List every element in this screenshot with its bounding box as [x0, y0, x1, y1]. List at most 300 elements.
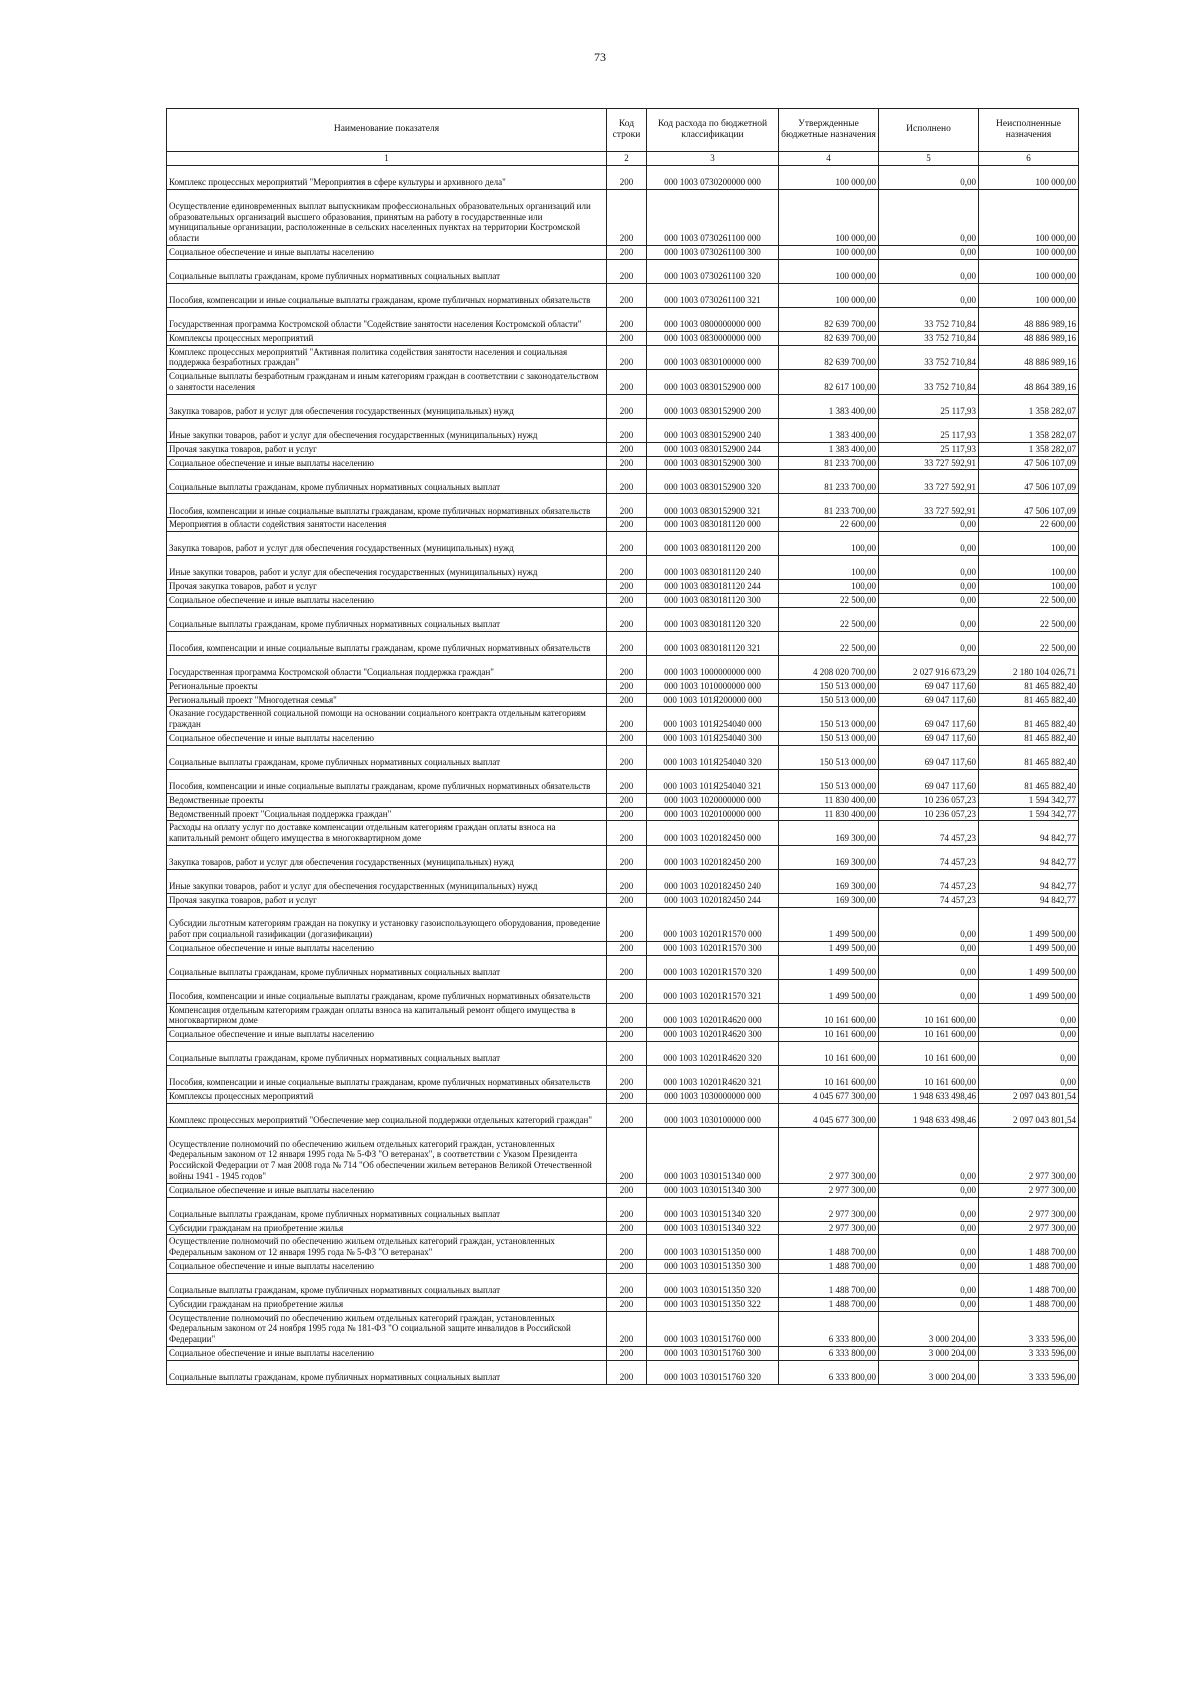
- unexecuted-amount-cell: 1 358 282,07: [979, 394, 1079, 418]
- unexecuted-amount-cell: 2 977 300,00: [979, 1127, 1079, 1183]
- table-row: [167, 631, 1079, 655]
- line-code-cell: 200: [607, 1221, 647, 1235]
- indicator-name-cell: Закупка товаров, работ и услуг для обеспечения государственных (муниципальных) нужд: [167, 845, 607, 869]
- unexecuted-amount-cell: 22 500,00: [979, 593, 1079, 607]
- table-row: [167, 1221, 1079, 1235]
- unexecuted-amount-cell: 1 499 500,00: [979, 955, 1079, 979]
- budget-code-cell: 000 1003 10201R4620 321: [647, 1065, 779, 1089]
- indicator-name-cell: Социальное обеспечение и иные выплаты населению: [167, 1346, 607, 1360]
- indicator-name-cell: Пособия, компенсации и иные социальные выплаты гражданам, кроме публичных нормативных обязательств: [167, 979, 607, 1003]
- column-header: Утвержденные бюджетные назначения: [779, 109, 879, 152]
- line-code-cell: 200: [607, 745, 647, 769]
- budget-code-cell: 000 1003 0830181120 240: [647, 556, 779, 580]
- budget-code-cell: 000 1003 1030151340 000: [647, 1127, 779, 1183]
- line-code-cell: 200: [607, 955, 647, 979]
- approved-amount-cell: 1 383 400,00: [779, 418, 879, 442]
- unexecuted-amount-cell: 48 864 389,16: [979, 370, 1079, 395]
- table-row: [167, 769, 1079, 793]
- approved-amount-cell: 81 233 700,00: [779, 494, 879, 518]
- approved-amount-cell: 100 000,00: [779, 259, 879, 283]
- executed-amount-cell: 3 000 204,00: [879, 1311, 979, 1346]
- approved-amount-cell: 4 208 020 700,00: [779, 655, 879, 679]
- budget-code-cell: 000 1003 10201R4620 300: [647, 1028, 779, 1042]
- executed-amount-cell: 0,00: [879, 580, 979, 594]
- budget-code-cell: 000 1003 1010000000 000: [647, 679, 779, 693]
- unexecuted-amount-cell: 47 506 107,09: [979, 470, 1079, 494]
- executed-amount-cell: 1 948 633 498,46: [879, 1103, 979, 1127]
- approved-amount-cell: 81 233 700,00: [779, 470, 879, 494]
- indicator-name-cell: Социальные выплаты гражданам, кроме публичных нормативных социальных выплат: [167, 470, 607, 494]
- table-row: [167, 190, 1079, 246]
- line-code-cell: 200: [607, 1259, 647, 1273]
- indicator-name-cell: Осуществление полномочий по обеспечению жильем отдельных категорий граждан, установленных Федеральным законом от 24 ноября 1995 года № 181-ФЗ "О социальной защите инвалидов в Российской Федерации": [167, 1311, 607, 1346]
- approved-amount-cell: 169 300,00: [779, 845, 879, 869]
- table-row: [167, 246, 1079, 260]
- line-code-cell: 200: [607, 793, 647, 807]
- table-row: [167, 845, 1079, 869]
- unexecuted-amount-cell: 81 465 882,40: [979, 731, 1079, 745]
- approved-amount-cell: 1 488 700,00: [779, 1259, 879, 1273]
- unexecuted-amount-cell: 2 977 300,00: [979, 1221, 1079, 1235]
- unexecuted-amount-cell: 81 465 882,40: [979, 745, 1079, 769]
- approved-amount-cell: 100,00: [779, 580, 879, 594]
- budget-code-cell: 000 1003 0830000000 000: [647, 331, 779, 345]
- indicator-name-cell: Мероприятия в области содействия занятости населения: [167, 518, 607, 532]
- unexecuted-amount-cell: 81 465 882,40: [979, 769, 1079, 793]
- unexecuted-amount-cell: 1 594 342,77: [979, 807, 1079, 821]
- unexecuted-amount-cell: 22 600,00: [979, 518, 1079, 532]
- indicator-name-cell: Прочая закупка товаров, работ и услуг: [167, 580, 607, 594]
- indicator-name-cell: Пособия, компенсации и иные социальные выплаты гражданам, кроме публичных нормативных обязательств: [167, 769, 607, 793]
- table-row: [167, 1346, 1079, 1360]
- indicator-name-cell: Субсидии льготным категориям граждан на покупку и установку газоиспользующего оборудования, проведение работ при социальной газификации (догазификации): [167, 907, 607, 941]
- unexecuted-amount-cell: 1 488 700,00: [979, 1235, 1079, 1260]
- table-row: [167, 394, 1079, 418]
- line-code-cell: 200: [607, 1041, 647, 1065]
- executed-amount-cell: 0,00: [879, 518, 979, 532]
- line-code-cell: 200: [607, 494, 647, 518]
- column-header: Исполнено: [879, 109, 979, 152]
- approved-amount-cell: 1 488 700,00: [779, 1235, 879, 1260]
- table-row: [167, 655, 1079, 679]
- table-row: [167, 1003, 1079, 1028]
- budget-code-cell: 000 1003 0830152900 200: [647, 394, 779, 418]
- line-code-cell: 200: [607, 394, 647, 418]
- unexecuted-amount-cell: 100,00: [979, 556, 1079, 580]
- indicator-name-cell: Комплексы процессных мероприятий: [167, 331, 607, 345]
- approved-amount-cell: 169 300,00: [779, 893, 879, 907]
- indicator-name-cell: Пособия, компенсации и иные социальные выплаты гражданам, кроме публичных нормативных обязательств: [167, 283, 607, 307]
- unexecuted-amount-cell: 47 506 107,09: [979, 456, 1079, 470]
- page-number: 73: [594, 50, 606, 64]
- unexecuted-amount-cell: 100,00: [979, 532, 1079, 556]
- budget-code-cell: 000 1003 0830152900 300: [647, 456, 779, 470]
- budget-code-cell: 000 1003 0830100000 000: [647, 345, 779, 370]
- budget-code-cell: 000 1003 1020182450 240: [647, 869, 779, 893]
- indicator-name-cell: Иные закупки товаров, работ и услуг для обеспечения государственных (муниципальных) нужд: [167, 869, 607, 893]
- approved-amount-cell: 150 513 000,00: [779, 745, 879, 769]
- line-code-cell: 200: [607, 941, 647, 955]
- unexecuted-amount-cell: 2 977 300,00: [979, 1183, 1079, 1197]
- budget-code-cell: 000 1003 0830152900 320: [647, 470, 779, 494]
- approved-amount-cell: 2 977 300,00: [779, 1127, 879, 1183]
- line-code-cell: 200: [607, 1003, 647, 1028]
- approved-amount-cell: 1 383 400,00: [779, 442, 879, 456]
- unexecuted-amount-cell: 81 465 882,40: [979, 693, 1079, 707]
- line-code-cell: 200: [607, 556, 647, 580]
- indicator-name-cell: Социальное обеспечение и иные выплаты населению: [167, 941, 607, 955]
- line-code-cell: 200: [607, 518, 647, 532]
- executed-amount-cell: 69 047 117,60: [879, 745, 979, 769]
- executed-amount-cell: 0,00: [879, 955, 979, 979]
- indicator-name-cell: Социальное обеспечение и иные выплаты населению: [167, 246, 607, 260]
- indicator-name-cell: Пособия, компенсации и иные социальные выплаты гражданам, кроме публичных нормативных обязательств: [167, 1065, 607, 1089]
- approved-amount-cell: 4 045 677 300,00: [779, 1089, 879, 1103]
- line-code-cell: 200: [607, 679, 647, 693]
- budget-code-cell: 000 1003 1030151760 300: [647, 1346, 779, 1360]
- unexecuted-amount-cell: 1 358 282,07: [979, 442, 1079, 456]
- line-code-cell: 200: [607, 593, 647, 607]
- indicator-name-cell: Закупка товаров, работ и услуг для обеспечения государственных (муниципальных) нужд: [167, 532, 607, 556]
- approved-amount-cell: 1 488 700,00: [779, 1297, 879, 1311]
- executed-amount-cell: 0,00: [879, 166, 979, 190]
- executed-amount-cell: 0,00: [879, 593, 979, 607]
- budget-code-cell: 000 1003 0730261100 320: [647, 259, 779, 283]
- budget-code-cell: 000 1003 101Я254040 321: [647, 769, 779, 793]
- approved-amount-cell: 1 499 500,00: [779, 979, 879, 1003]
- table-row: [167, 307, 1079, 331]
- approved-amount-cell: 1 383 400,00: [779, 394, 879, 418]
- line-code-cell: 200: [607, 821, 647, 846]
- indicator-name-cell: Закупка товаров, работ и услуг для обеспечения государственных (муниципальных) нужд: [167, 394, 607, 418]
- table-row: [167, 893, 1079, 907]
- unexecuted-amount-cell: 0,00: [979, 1065, 1079, 1089]
- approved-amount-cell: 81 233 700,00: [779, 456, 879, 470]
- table-row: [167, 494, 1079, 518]
- budget-code-cell: 000 1003 1000000000 000: [647, 655, 779, 679]
- executed-amount-cell: 74 457,23: [879, 845, 979, 869]
- executed-amount-cell: 10 161 600,00: [879, 1028, 979, 1042]
- executed-amount-cell: 1 948 633 498,46: [879, 1089, 979, 1103]
- unexecuted-amount-cell: 48 886 989,16: [979, 331, 1079, 345]
- line-code-cell: 200: [607, 307, 647, 331]
- unexecuted-amount-cell: 2 097 043 801,54: [979, 1103, 1079, 1127]
- indicator-name-cell: Государственная программа Костромской области "Социальная поддержка граждан": [167, 655, 607, 679]
- approved-amount-cell: 2 977 300,00: [779, 1197, 879, 1221]
- approved-amount-cell: 10 161 600,00: [779, 1028, 879, 1042]
- table-row: [167, 456, 1079, 470]
- unexecuted-amount-cell: 0,00: [979, 1003, 1079, 1028]
- budget-code-cell: 000 1003 1030100000 000: [647, 1103, 779, 1127]
- executed-amount-cell: 69 047 117,60: [879, 731, 979, 745]
- executed-amount-cell: 0,00: [879, 1235, 979, 1260]
- table-row: [167, 1273, 1079, 1297]
- line-code-cell: 200: [607, 807, 647, 821]
- unexecuted-amount-cell: 2 977 300,00: [979, 1197, 1079, 1221]
- line-code-cell: 200: [607, 246, 647, 260]
- budget-code-cell: 000 1003 1030151340 320: [647, 1197, 779, 1221]
- budget-code-cell: 000 1003 0730261100 321: [647, 283, 779, 307]
- budget-code-cell: 000 1003 0830181120 244: [647, 580, 779, 594]
- table-row: [167, 745, 1079, 769]
- column-number: 3: [647, 152, 779, 166]
- unexecuted-amount-cell: 1 594 342,77: [979, 793, 1079, 807]
- executed-amount-cell: 0,00: [879, 607, 979, 631]
- budget-code-cell: 000 1003 10201R1570 300: [647, 941, 779, 955]
- executed-amount-cell: 33 752 710,84: [879, 307, 979, 331]
- budget-code-cell: 000 1003 101Я200000 000: [647, 693, 779, 707]
- table-row: [167, 1311, 1079, 1346]
- table-row: [167, 593, 1079, 607]
- approved-amount-cell: 22 500,00: [779, 593, 879, 607]
- approved-amount-cell: 10 161 600,00: [779, 1065, 879, 1089]
- approved-amount-cell: 100,00: [779, 532, 879, 556]
- indicator-name-cell: Иные закупки товаров, работ и услуг для обеспечения государственных (муниципальных) нужд: [167, 556, 607, 580]
- budget-code-cell: 000 1003 0830181120 320: [647, 607, 779, 631]
- approved-amount-cell: 100 000,00: [779, 283, 879, 307]
- budget-code-cell: 000 1003 10201R4620 000: [647, 1003, 779, 1028]
- table-body: [167, 166, 1079, 1385]
- budget-code-cell: 000 1003 1030151340 300: [647, 1183, 779, 1197]
- table-row: [167, 283, 1079, 307]
- indicator-name-cell: Социальное обеспечение и иные выплаты населению: [167, 456, 607, 470]
- line-code-cell: 200: [607, 1346, 647, 1360]
- table-row: [167, 1235, 1079, 1260]
- indicator-name-cell: Социальное обеспечение и иные выплаты населению: [167, 731, 607, 745]
- budget-code-cell: 000 1003 10201R1570 321: [647, 979, 779, 1003]
- line-code-cell: 200: [607, 1089, 647, 1103]
- approved-amount-cell: 22 500,00: [779, 607, 879, 631]
- unexecuted-amount-cell: 48 886 989,16: [979, 307, 1079, 331]
- table-row: [167, 518, 1079, 532]
- table-row: [167, 1197, 1079, 1221]
- approved-amount-cell: 82 639 700,00: [779, 345, 879, 370]
- unexecuted-amount-cell: 3 333 596,00: [979, 1311, 1079, 1346]
- table-row: [167, 1259, 1079, 1273]
- unexecuted-amount-cell: 94 842,77: [979, 869, 1079, 893]
- indicator-name-cell: Расходы на оплату услуг по доставке компенсации отдельным категориям граждан оплаты взноса на капитальный ремонт общего имущества в многоквартирном доме: [167, 821, 607, 846]
- table-row: [167, 556, 1079, 580]
- budget-code-cell: 000 1003 10201R1570 000: [647, 907, 779, 941]
- line-code-cell: 200: [607, 869, 647, 893]
- table-row: [167, 1360, 1079, 1384]
- table-row: [167, 607, 1079, 631]
- unexecuted-amount-cell: 0,00: [979, 1041, 1079, 1065]
- table-row: [167, 345, 1079, 370]
- table-row: [167, 707, 1079, 732]
- budget-code-cell: 000 1003 0830152900 321: [647, 494, 779, 518]
- column-number: 4: [779, 152, 879, 166]
- indicator-name-cell: Социальное обеспечение и иные выплаты населению: [167, 1183, 607, 1197]
- unexecuted-amount-cell: 1 488 700,00: [979, 1259, 1079, 1273]
- budget-code-cell: 000 1003 0730261100 300: [647, 246, 779, 260]
- indicator-name-cell: Иные закупки товаров, работ и услуг для обеспечения государственных (муниципальных) нужд: [167, 418, 607, 442]
- line-code-cell: 200: [607, 442, 647, 456]
- approved-amount-cell: 100 000,00: [779, 190, 879, 246]
- budget-code-cell: 000 1003 10201R4620 320: [647, 1041, 779, 1065]
- approved-amount-cell: 150 513 000,00: [779, 679, 879, 693]
- approved-amount-cell: 150 513 000,00: [779, 731, 879, 745]
- line-code-cell: 200: [607, 769, 647, 793]
- indicator-name-cell: Комплекс процессных мероприятий "Обеспечение мер социальной поддержки отдельных категорий граждан": [167, 1103, 607, 1127]
- line-code-cell: 200: [607, 283, 647, 307]
- line-code-cell: 200: [607, 532, 647, 556]
- approved-amount-cell: 82 617 100,00: [779, 370, 879, 395]
- column-number: 5: [879, 152, 979, 166]
- indicator-name-cell: Пособия, компенсации и иные социальные выплаты гражданам, кроме публичных нормативных обязательств: [167, 631, 607, 655]
- approved-amount-cell: 10 161 600,00: [779, 1003, 879, 1028]
- executed-amount-cell: 10 161 600,00: [879, 1041, 979, 1065]
- line-code-cell: 200: [607, 1235, 647, 1260]
- unexecuted-amount-cell: 100 000,00: [979, 190, 1079, 246]
- unexecuted-amount-cell: 94 842,77: [979, 821, 1079, 846]
- executed-amount-cell: 25 117,93: [879, 394, 979, 418]
- budget-code-cell: 000 1003 1030151350 300: [647, 1259, 779, 1273]
- budget-code-cell: 000 1003 0800000000 000: [647, 307, 779, 331]
- line-code-cell: 200: [607, 345, 647, 370]
- table-row: [167, 166, 1079, 190]
- budget-code-cell: 000 1003 1020182450 000: [647, 821, 779, 846]
- unexecuted-amount-cell: 94 842,77: [979, 893, 1079, 907]
- indicator-name-cell: Субсидии гражданам на приобретение жилья: [167, 1297, 607, 1311]
- column-number: 1: [167, 152, 607, 166]
- budget-code-cell: 000 1003 1020182450 244: [647, 893, 779, 907]
- indicator-name-cell: Осуществление полномочий по обеспечению жильем отдельных категорий граждан, установленных Федеральным законом от 12 января 1995 года № 5-ФЗ "О ветеранах": [167, 1235, 607, 1260]
- executed-amount-cell: 0,00: [879, 283, 979, 307]
- line-code-cell: 200: [607, 1360, 647, 1384]
- unexecuted-amount-cell: 1 488 700,00: [979, 1297, 1079, 1311]
- unexecuted-amount-cell: 100 000,00: [979, 166, 1079, 190]
- table-row: [167, 580, 1079, 594]
- executed-amount-cell: 69 047 117,60: [879, 693, 979, 707]
- unexecuted-amount-cell: 1 499 500,00: [979, 907, 1079, 941]
- budget-code-cell: 000 1003 1020000000 000: [647, 793, 779, 807]
- table-row: [167, 1041, 1079, 1065]
- budget-code-cell: 000 1003 1030151350 000: [647, 1235, 779, 1260]
- unexecuted-amount-cell: 22 500,00: [979, 607, 1079, 631]
- executed-amount-cell: 0,00: [879, 1127, 979, 1183]
- column-number-row: [167, 152, 1079, 166]
- table-row: [167, 1065, 1079, 1089]
- column-header: Код строки: [607, 109, 647, 152]
- budget-code-cell: 000 1003 1030151760 000: [647, 1311, 779, 1346]
- executed-amount-cell: 2 027 916 673,29: [879, 655, 979, 679]
- unexecuted-amount-cell: 100,00: [979, 580, 1079, 594]
- indicator-name-cell: Социальные выплаты гражданам, кроме публичных нормативных социальных выплат: [167, 745, 607, 769]
- line-code-cell: 200: [607, 470, 647, 494]
- table-row: [167, 679, 1079, 693]
- table-row: [167, 869, 1079, 893]
- table-row: [167, 821, 1079, 846]
- executed-amount-cell: 0,00: [879, 1273, 979, 1297]
- table-row: [167, 1127, 1079, 1183]
- line-code-cell: 200: [607, 1103, 647, 1127]
- line-code-cell: 200: [607, 1183, 647, 1197]
- table-row: [167, 1183, 1079, 1197]
- unexecuted-amount-cell: 22 500,00: [979, 631, 1079, 655]
- executed-amount-cell: 0,00: [879, 1221, 979, 1235]
- line-code-cell: 200: [607, 693, 647, 707]
- budget-code-cell: 000 1003 10201R1570 320: [647, 955, 779, 979]
- indicator-name-cell: Компенсация отдельным категориям граждан оплаты взноса на капитальный ремонт общего имущества в многоквартирном доме: [167, 1003, 607, 1028]
- line-code-cell: 200: [607, 979, 647, 1003]
- unexecuted-amount-cell: 2 097 043 801,54: [979, 1089, 1079, 1103]
- budget-code-cell: 000 1003 0830181120 321: [647, 631, 779, 655]
- budget-code-cell: 000 1003 0830152900 244: [647, 442, 779, 456]
- executed-amount-cell: 69 047 117,60: [879, 769, 979, 793]
- budget-code-cell: 000 1003 0830181120 000: [647, 518, 779, 532]
- approved-amount-cell: 150 513 000,00: [779, 693, 879, 707]
- unexecuted-amount-cell: 47 506 107,09: [979, 494, 1079, 518]
- executed-amount-cell: 74 457,23: [879, 821, 979, 846]
- approved-amount-cell: 22 600,00: [779, 518, 879, 532]
- indicator-name-cell: Социальное обеспечение и иные выплаты населению: [167, 593, 607, 607]
- table-row: [167, 470, 1079, 494]
- budget-code-cell: 000 1003 101Я254040 000: [647, 707, 779, 732]
- executed-amount-cell: 0,00: [879, 1197, 979, 1221]
- budget-code-cell: 000 1003 0730200000 000: [647, 166, 779, 190]
- table-row: [167, 979, 1079, 1003]
- executed-amount-cell: 33 752 710,84: [879, 331, 979, 345]
- column-header: Неисполненные назначения: [979, 109, 1079, 152]
- table-row: [167, 941, 1079, 955]
- indicator-name-cell: Комплексы процессных мероприятий: [167, 1089, 607, 1103]
- unexecuted-amount-cell: 81 465 882,40: [979, 707, 1079, 732]
- line-code-cell: 200: [607, 1028, 647, 1042]
- indicator-name-cell: Социальные выплаты гражданам, кроме публичных нормативных социальных выплат: [167, 1197, 607, 1221]
- approved-amount-cell: 100 000,00: [779, 166, 879, 190]
- executed-amount-cell: 74 457,23: [879, 893, 979, 907]
- executed-amount-cell: 0,00: [879, 979, 979, 1003]
- column-header: Наименование показателя: [167, 109, 607, 152]
- unexecuted-amount-cell: 3 333 596,00: [979, 1346, 1079, 1360]
- unexecuted-amount-cell: 1 358 282,07: [979, 418, 1079, 442]
- indicator-name-cell: Социальные выплаты гражданам, кроме публичных нормативных социальных выплат: [167, 955, 607, 979]
- table-row: [167, 693, 1079, 707]
- executed-amount-cell: 33 727 592,91: [879, 494, 979, 518]
- budget-code-cell: 000 1003 0830152900 240: [647, 418, 779, 442]
- table-row: [167, 259, 1079, 283]
- line-code-cell: 200: [607, 631, 647, 655]
- approved-amount-cell: 1 488 700,00: [779, 1273, 879, 1297]
- executed-amount-cell: 33 752 710,84: [879, 370, 979, 395]
- indicator-name-cell: Социальное обеспечение и иные выплаты населению: [167, 1259, 607, 1273]
- approved-amount-cell: 82 639 700,00: [779, 307, 879, 331]
- column-number: 6: [979, 152, 1079, 166]
- budget-code-cell: 000 1003 1030151350 320: [647, 1273, 779, 1297]
- executed-amount-cell: 33 727 592,91: [879, 456, 979, 470]
- line-code-cell: 200: [607, 580, 647, 594]
- line-code-cell: 200: [607, 707, 647, 732]
- executed-amount-cell: 10 161 600,00: [879, 1065, 979, 1089]
- approved-amount-cell: 82 639 700,00: [779, 331, 879, 345]
- line-code-cell: 200: [607, 907, 647, 941]
- indicator-name-cell: Осуществление единовременных выплат выпускникам профессиональных образовательных организаций или образовательных организаций высшего образования, принятым на работу в государственные или муниципальные организации, расположенные в сельских населенных пунктах на территории Костромской области: [167, 190, 607, 246]
- approved-amount-cell: 10 161 600,00: [779, 1041, 879, 1065]
- table-row: [167, 442, 1079, 456]
- budget-code-cell: 000 1003 0830181120 300: [647, 593, 779, 607]
- unexecuted-amount-cell: 81 465 882,40: [979, 679, 1079, 693]
- budget-code-cell: 000 1003 1030000000 000: [647, 1089, 779, 1103]
- indicator-name-cell: Региональные проекты: [167, 679, 607, 693]
- line-code-cell: 200: [607, 1273, 647, 1297]
- line-code-cell: 200: [607, 370, 647, 395]
- indicator-name-cell: Социальное обеспечение и иные выплаты населению: [167, 1028, 607, 1042]
- budget-code-cell: 000 1003 1030151760 320: [647, 1360, 779, 1384]
- table-row: [167, 370, 1079, 395]
- line-code-cell: 200: [607, 845, 647, 869]
- approved-amount-cell: 169 300,00: [779, 821, 879, 846]
